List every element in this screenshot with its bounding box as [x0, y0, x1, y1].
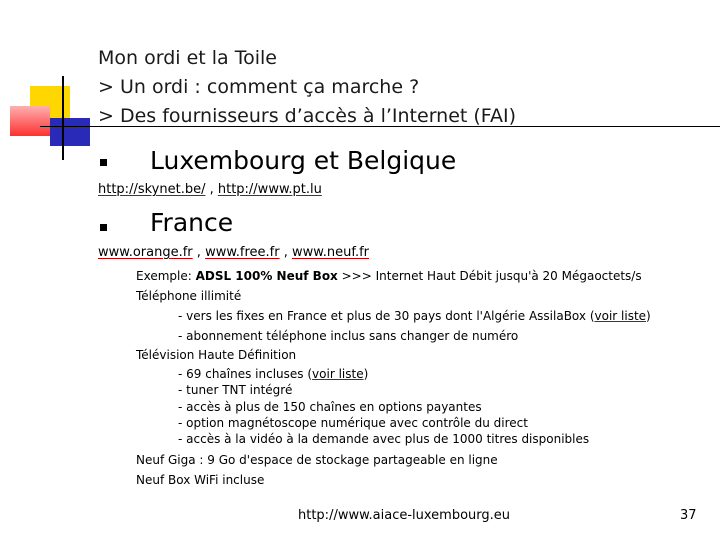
- bullet-square-icon: [100, 159, 107, 166]
- giga-line: Neuf Giga : 9 Go d'espace de stockage partageable en ligne: [136, 453, 498, 467]
- link-separator: ,: [192, 245, 206, 260]
- tv-item: - option magnétoscope numérique avec contrôle du direct: [178, 416, 528, 430]
- phone-item: - abonnement téléphone inclus sans changer de numéro: [178, 329, 519, 343]
- exemple-prefix: Exemple:: [136, 269, 196, 283]
- title-line: > Des fournisseurs d’accès à l’Internet (FAI): [98, 105, 517, 127]
- voir-liste-link[interactable]: voir liste: [594, 309, 647, 323]
- decor-red-square: [10, 106, 50, 136]
- exemple-line: [136, 268, 642, 284]
- voir-liste-link[interactable]: voir liste: [312, 367, 364, 381]
- title-line: > Un ordi : comment ça marche ?: [98, 76, 420, 98]
- footer-url: http://www.aiace-luxembourg.eu: [298, 508, 511, 523]
- section1-links: [98, 182, 322, 197]
- page-number: 37: [680, 508, 697, 523]
- phone-title: Téléphone illimité: [136, 289, 242, 303]
- slide-title: [98, 44, 516, 131]
- tv-item-end: ): [363, 367, 369, 381]
- title-line: Mon ordi et la Toile: [98, 47, 277, 69]
- phone-item: [178, 308, 651, 324]
- tv-item: - accès à plus de 150 chaînes en options payantes: [178, 400, 482, 414]
- decor-vertical-line: [62, 76, 64, 160]
- section-heading-luxembourg: Luxembourg et Belgique: [150, 146, 457, 175]
- section-heading-france: France: [150, 208, 234, 237]
- link-separator: ,: [279, 245, 292, 260]
- tv-item: - accès à la vidéo à la demande avec plus de 1000 titres disponibles: [178, 432, 590, 446]
- link-neuf[interactable]: www.neuf.fr: [292, 245, 369, 260]
- phone-item-end: ): [646, 309, 651, 323]
- link-separator: ,: [205, 182, 218, 197]
- tv-item: [178, 366, 368, 382]
- tv-title: Télévision Haute Définition: [136, 348, 297, 362]
- phone-item-text: - vers les fixes en France et plus de 30 pays dont l'Algérie AssilaBox (: [178, 309, 595, 323]
- tv-item-text: - 69 chaînes incluses (: [178, 367, 313, 381]
- section2-links: [98, 245, 369, 260]
- exemple-suffix: >>> Internet Haut Débit jusqu'à 20 Mégaoctets/s: [337, 269, 642, 283]
- link-skynet[interactable]: http://skynet.be/: [98, 182, 206, 197]
- wifi-line: Neuf Box WiFi incluse: [136, 473, 265, 487]
- link-pt[interactable]: http://www.pt.lu: [217, 182, 322, 197]
- decor-blue-square: [50, 118, 90, 146]
- tv-item: - tuner TNT intégré: [178, 383, 293, 397]
- link-orange[interactable]: www.orange.fr: [98, 245, 193, 260]
- link-free[interactable]: www.free.fr: [205, 245, 280, 260]
- bullet-square-icon: [100, 224, 107, 231]
- exemple-offer: ADSL 100% Neuf Box: [195, 269, 338, 283]
